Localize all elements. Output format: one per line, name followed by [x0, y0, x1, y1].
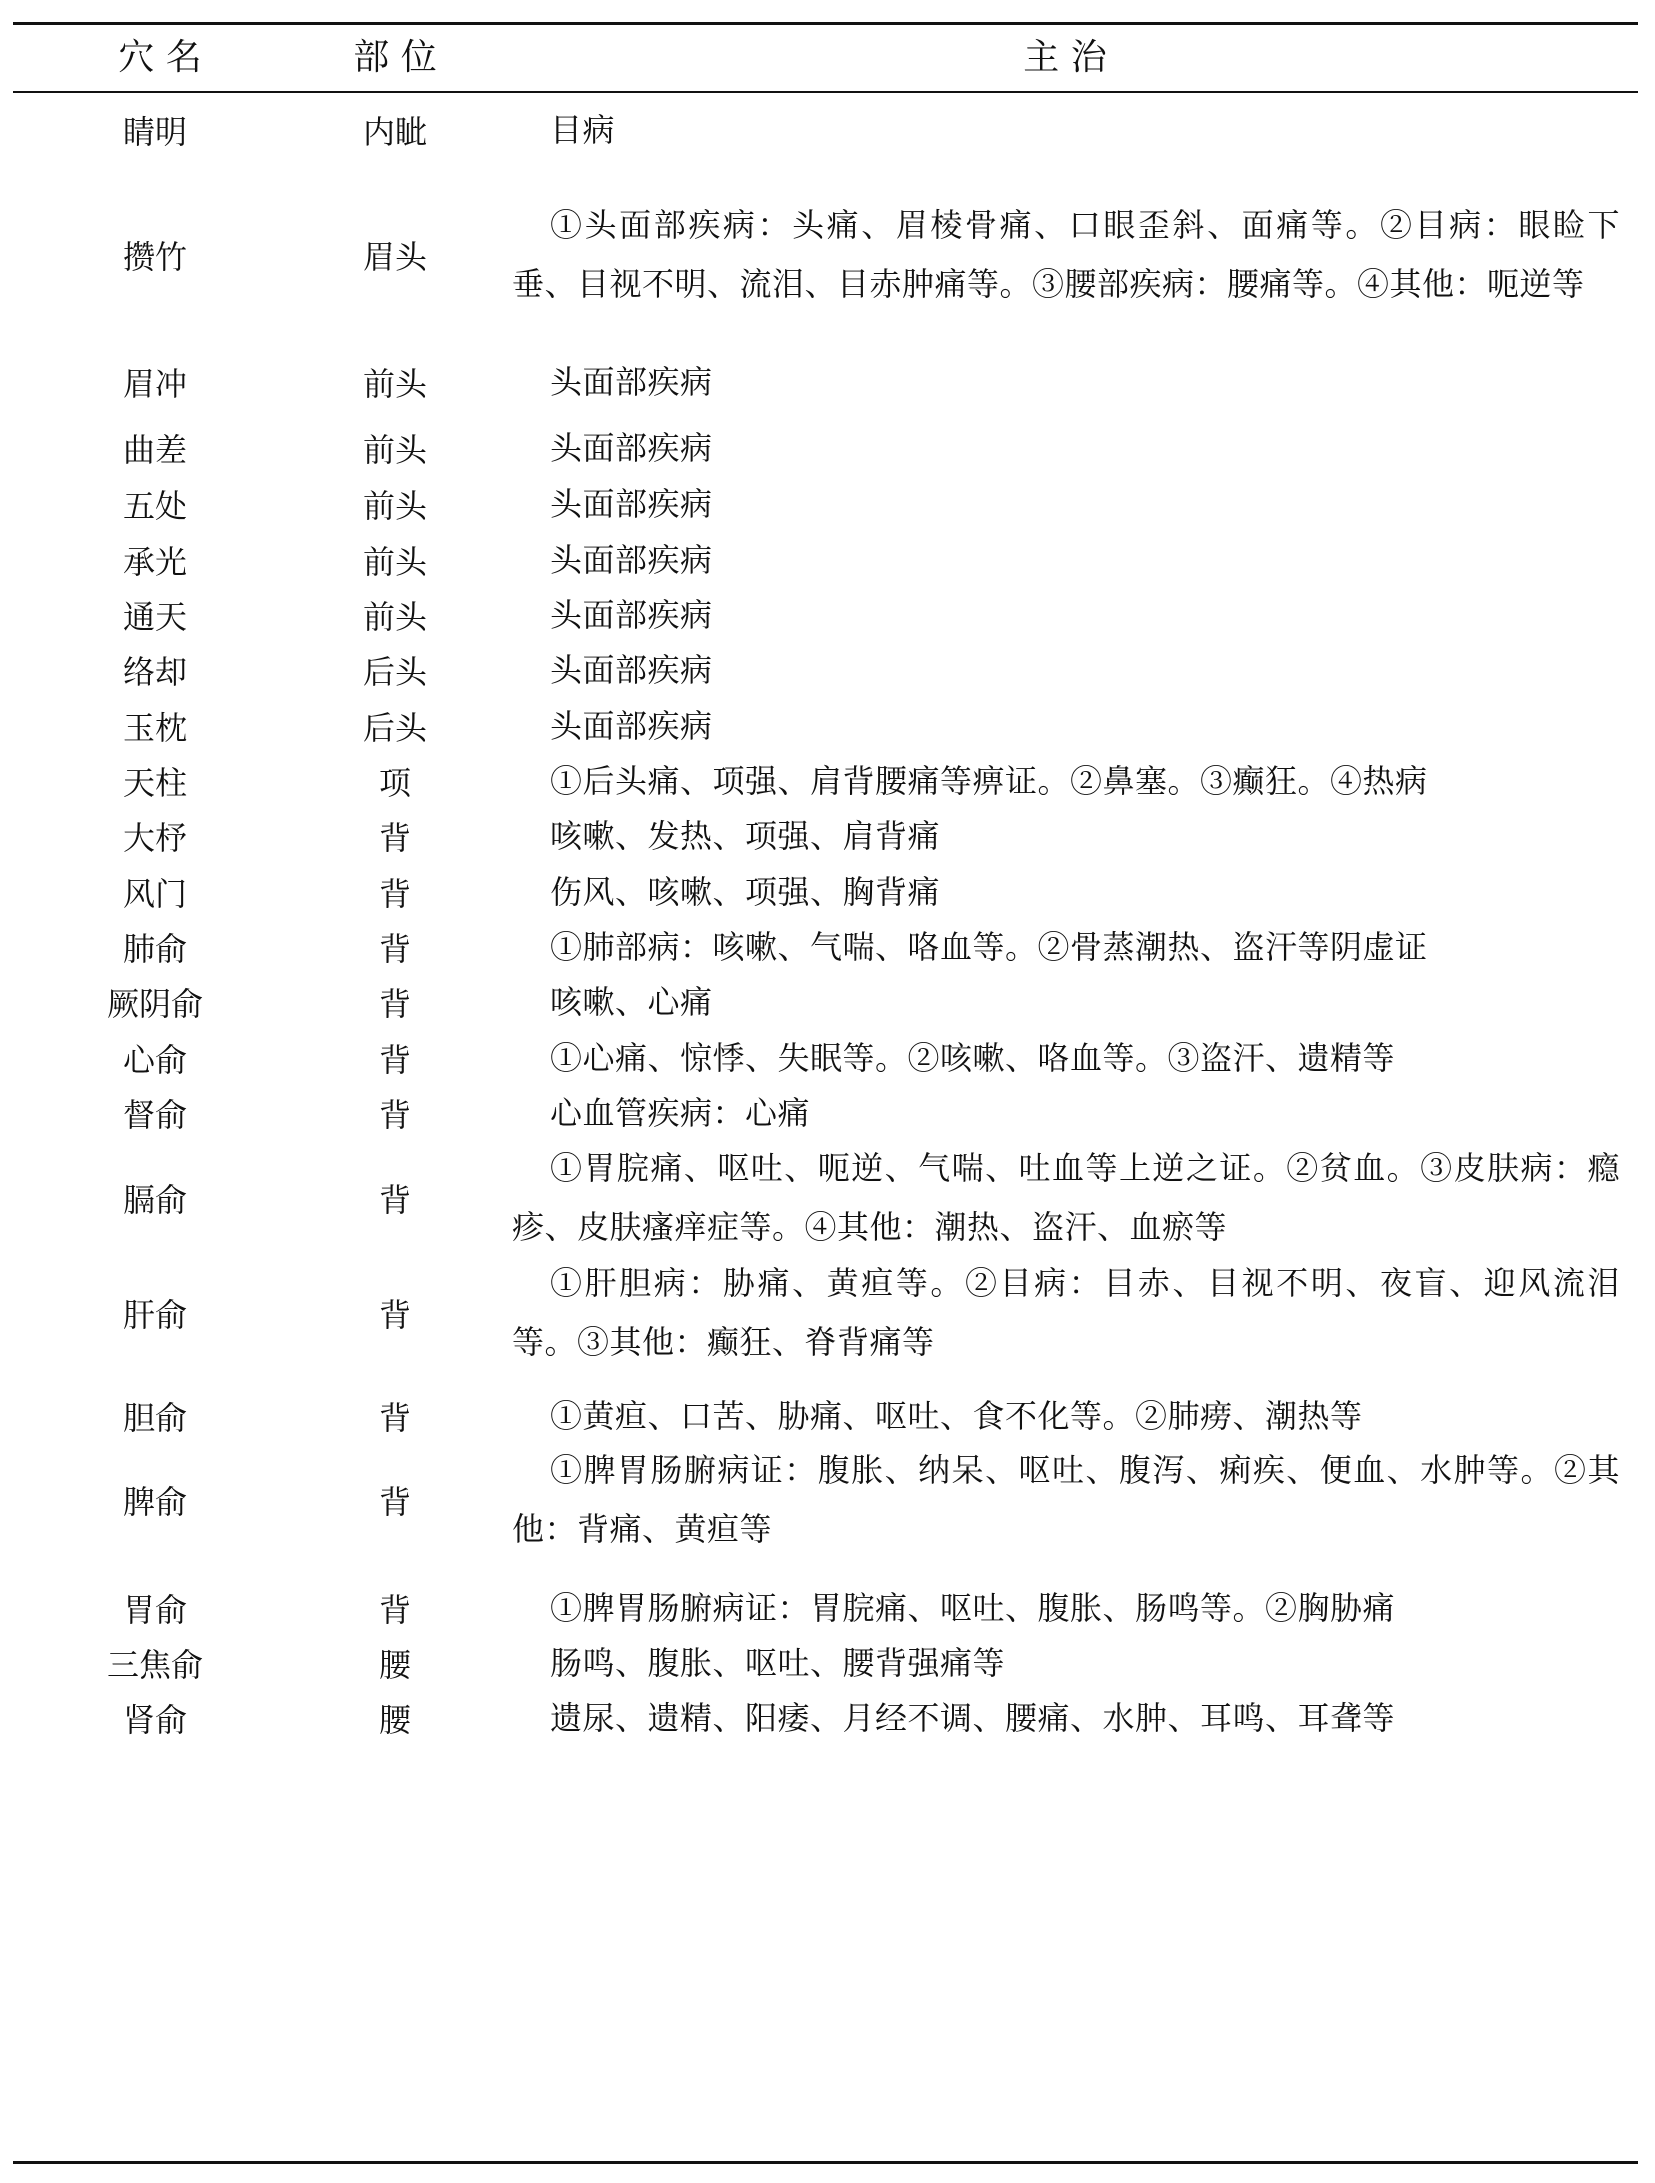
- table-row: [0, 1578, 1655, 1638]
- location-cell: 背: [378, 985, 411, 1023]
- indication-cell: ①脾胃肠腑病证：胃脘痛、呕吐、腹胀、肠鸣等。②胸胁痛: [550, 1588, 1396, 1627]
- point-name-cell: 厥阴俞: [106, 985, 203, 1023]
- table-row: [0, 1028, 1655, 1088]
- location-cell: 腰: [378, 1701, 411, 1739]
- indication-cell: 头面部疾病: [550, 428, 713, 467]
- indication-cell: ①头面部疾病：头痛、眉棱骨痛、口眼歪斜、面痛等。②目病：眼睑下垂、目视不明、流泪、目赤肿痛等。③腰部疾病：腰痛等。④其他：呃逆等: [512, 206, 1620, 303]
- point-name-cell: 心俞: [122, 1041, 187, 1079]
- location-cell: 背: [378, 1096, 411, 1134]
- point-name-cell: 风门: [122, 875, 187, 913]
- indication-cell: 伤风、咳嗽、项强、胸背痛: [550, 872, 941, 911]
- header-location: 部 位: [353, 37, 437, 78]
- location-cell: 背: [378, 1591, 411, 1629]
- indication-cell: 咳嗽、心痛: [550, 982, 713, 1021]
- location-cell: 腰: [378, 1646, 411, 1684]
- point-name-cell: 脾俞: [122, 1483, 187, 1521]
- location-cell: 前头: [362, 431, 427, 469]
- location-cell: 背: [378, 1483, 411, 1521]
- point-name-cell: 三焦俞: [106, 1646, 203, 1684]
- location-cell: 前头: [362, 487, 427, 525]
- indication-cell: ①肺部病：咳嗽、气喘、咯血等。②骨蒸潮热、盗汗等阴虚证: [550, 927, 1428, 966]
- indication-cell: 头面部疾病: [550, 706, 713, 745]
- location-cell: 背: [378, 930, 411, 968]
- point-name-cell: 眉冲: [122, 365, 187, 403]
- header-indication: 主 治: [1023, 37, 1107, 78]
- indication-cell: 头面部疾病: [550, 484, 713, 523]
- location-cell: 后头: [362, 653, 427, 691]
- table-row: [0, 585, 1655, 645]
- point-name-cell: 攒竹: [122, 238, 187, 276]
- table-row: [0, 862, 1655, 922]
- table-row: [0, 1250, 1655, 1375]
- indication-cell: 目病: [550, 110, 616, 149]
- indication-cell: 肠鸣、腹胀、呕吐、腰背强痛等: [550, 1643, 1006, 1682]
- point-name-cell: 大杼: [122, 819, 187, 857]
- table-row: [0, 100, 1655, 160]
- indication-cell: 遗尿、遗精、阳痿、月经不调、腰痛、水肿、耳鸣、耳聋等: [550, 1698, 1396, 1737]
- location-cell: 背: [378, 1041, 411, 1079]
- table-row: [0, 972, 1655, 1032]
- point-name-cell: 睛明: [122, 113, 187, 151]
- table-row: [0, 1138, 1655, 1258]
- point-name-cell: 膈俞: [122, 1181, 187, 1219]
- table-header-rule: [13, 91, 1638, 93]
- point-name-cell: 胆俞: [122, 1399, 187, 1437]
- table-row: [0, 170, 1655, 340]
- table-row: [0, 1437, 1655, 1563]
- table-row: [0, 352, 1655, 412]
- indication-cell: 头面部疾病: [550, 650, 713, 689]
- location-cell: 内眦: [362, 113, 427, 151]
- indication-cell: ①后头痛、项强、肩背腰痛等痹证。②鼻塞。③癫狂。④热病: [550, 761, 1428, 800]
- table-row: [0, 696, 1655, 756]
- point-name-cell: 天柱: [122, 764, 187, 802]
- indication-cell: ①脾胃肠腑病证：腹胀、纳呆、呕吐、腹泻、痢疾、便血、水肿等。②其他：背痛、黄疸等: [512, 1451, 1620, 1548]
- point-name-cell: 玉枕: [122, 709, 187, 747]
- location-cell: 前头: [362, 598, 427, 636]
- table-row: [0, 917, 1655, 977]
- location-cell: 后头: [362, 709, 427, 747]
- table-row: [0, 418, 1655, 478]
- table-row: [0, 640, 1655, 700]
- table-row: [0, 806, 1655, 866]
- location-cell: 项: [378, 764, 411, 802]
- location-cell: 背: [378, 819, 411, 857]
- table-row: [0, 474, 1655, 534]
- indication-cell: 头面部疾病: [550, 540, 713, 579]
- table-bottom-rule: [13, 2161, 1638, 2164]
- location-cell: 前头: [362, 543, 427, 581]
- table-row: [0, 751, 1655, 811]
- location-cell: 背: [378, 1399, 411, 1437]
- point-name-cell: 肾俞: [122, 1701, 187, 1739]
- point-name-cell: 通天: [122, 598, 187, 636]
- table-row: [0, 1688, 1655, 1748]
- location-cell: 背: [378, 875, 411, 913]
- indication-cell: ①心痛、惊悸、失眠等。②咳嗽、咯血等。③盗汗、遗精等: [550, 1038, 1396, 1077]
- point-name-cell: 曲差: [122, 431, 187, 469]
- indication-cell: ①胃脘痛、呕吐、呃逆、气喘、吐血等上逆之证。②贫血。③皮肤病：瘾疹、皮肤瘙痒症等。④其他：潮热、盗汗、血瘀等: [512, 1149, 1620, 1246]
- point-name-cell: 承光: [122, 543, 187, 581]
- point-name-cell: 胃俞: [122, 1591, 187, 1629]
- indication-cell: ①黄疸、口苦、胁痛、呕吐、食不化等。②肺痨、潮热等: [550, 1396, 1363, 1435]
- indication-cell: ①肝胆病：胁痛、黄疸等。②目病：目赤、目视不明、夜盲、迎风流泪等。③其他：癫狂、脊背痛等: [512, 1263, 1620, 1361]
- table-row: [0, 1083, 1655, 1143]
- point-name-cell: 肺俞: [122, 930, 187, 968]
- header-point-name: 穴 名: [118, 37, 202, 78]
- point-name-cell: 肝俞: [122, 1295, 187, 1334]
- indication-cell: 心血管疾病：心痛: [550, 1093, 811, 1132]
- point-name-cell: 督俞: [122, 1096, 187, 1134]
- indication-cell: 咳嗽、发热、项强、肩背痛: [550, 816, 941, 855]
- table-row: [0, 1633, 1655, 1693]
- location-cell: 背: [378, 1181, 411, 1219]
- indication-cell: 头面部疾病: [550, 595, 713, 634]
- location-cell: 眉头: [362, 238, 427, 276]
- table-top-rule: [13, 22, 1638, 25]
- location-cell: 背: [378, 1295, 411, 1334]
- location-cell: 前头: [362, 365, 427, 403]
- table-row: [0, 530, 1655, 590]
- point-name-cell: 络却: [122, 653, 187, 691]
- point-name-cell: 五处: [122, 487, 187, 525]
- indication-cell: 头面部疾病: [550, 362, 713, 401]
